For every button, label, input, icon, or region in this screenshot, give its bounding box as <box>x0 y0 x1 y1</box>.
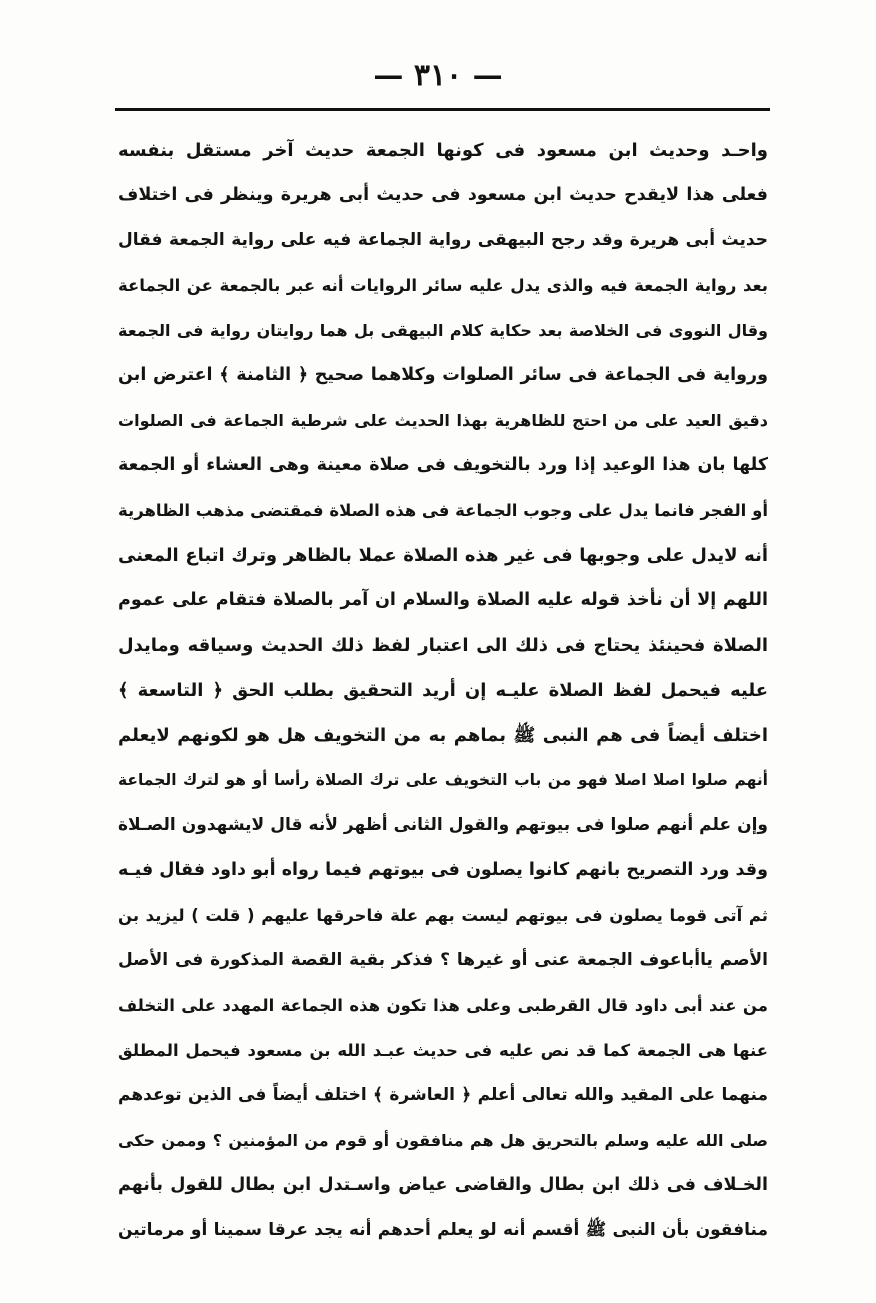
text-line: اختلف أيضاً فى هم النبى ﷺ بماهم به من التخويف هل هو لكونهم لايعلم <box>118 725 768 746</box>
text-line: ثم آتى قوما يصلون فى بيوتهم ليست بهم علة فاحرقها عليهم ( قلت ) ليزيد بن <box>118 906 768 925</box>
text-line: من عند أبى داود قال القرطبى وعلى هذا تكون هذه الجماعة المهدد على التخلف <box>118 996 768 1015</box>
text-line: كلها بان هذا الوعيد إذا ورد بالتخويف فى صلاة معينة وهى العشاء أو الجمعة <box>118 455 768 475</box>
text-line: وإن علم أنهم صلوا فى بيوتهم والقول الثانى أظهر لأنه قال لايشهدون الصـلاة <box>118 815 768 835</box>
text-line: أنهم صلوا اصلا اصلا فهو من باب التخويف على ترك الصلاة رأسا أو هو لترك الجماعة <box>118 771 768 789</box>
header-rule <box>115 108 770 111</box>
text-line: الصلاة فحينئذ يحتاج فى ذلك الى اعتبار لفظ ذلك الحديث وسياقه ومايدل <box>118 635 768 656</box>
text-line: واحـد وحديث ابن مسعود فى كونها الجمعة حديث آخر مستقل بنفسه <box>118 140 768 161</box>
text-line: عنها هى الجمعة كما قد نص عليه فى حديث عبـد الله بن مسعود فيحمل المطلق <box>118 1041 768 1060</box>
page-header <box>0 58 876 93</box>
text-line: حديث أبى هريرة وقد رجح البيهقى رواية الجماعة فيه على رواية الجمعة فقال <box>118 230 768 250</box>
body-text <box>118 128 768 1253</box>
text-line: صلى الله عليه وسلم بالتحريق هل هم منافقون أو قوم من المؤمنين ؟ وممن حكى <box>118 1131 768 1150</box>
text-line: وقد ورد التصريح بانهم كانوا يصلون فى بيوتهم فيما رواه أبو داود فقال فيـه <box>118 860 768 880</box>
text-line: أنه لايدل على وجوبها فى غير هذه الصلاة عملا بالظاهر وترك اتباع المعنى <box>118 545 768 566</box>
text-line: أو الفجر فانما يدل على وجوب الجماعة فى هذه الصلاة فمقتضى مذهب الظاهرية <box>118 501 768 520</box>
text-line: فعلى هذا لايقدح حديث ابن مسعود فى حديث أبى هريرة وينظر فى اختلاف <box>118 185 768 205</box>
text-line: عليه فيحمل لفظ الصلاة عليـه إن أريد التحقيق بطلب الحق ﴿ التاسعة ﴾ <box>118 680 768 701</box>
text-line: منهما على المقيد والله تعالى أعلم ﴿ العاشرة ﴾ اختلف أيضاً فى الذين توعدهم <box>118 1085 768 1105</box>
text-line: اللهم إلا أن نأخذ قوله عليه الصلاة والسلام ان آمر بالصلاة فتقام على عموم <box>118 590 768 610</box>
text-line: ورواية فى الجماعة فى سائر الصلوات وكلاهما صحيح ﴿ الثامنة ﴾ اعترض ابن <box>118 365 768 385</box>
text-line: الخـلاف فى ذلك ابن بطال والقاضى عياض واسـتدل ابن بطال للقول بأنهم <box>118 1175 768 1195</box>
text-line: دقيق العيد على من احتج للظاهرية بهذا الحديث على شرطية الجماعة فى الصلوات <box>118 411 768 430</box>
text-line: الأصم ياأباعوف الجمعة عنى أو غيرها ؟ فذكر بقية القصة المذكورة فى الأصل <box>118 950 768 970</box>
text-line: وقال النووى فى الخلاصة بعد حكاية كلام البيهقى بل هما روايتان رواية فى الجمعة <box>118 321 768 340</box>
text-line: بعد رواية الجمعة فيه والذى يدل عليه سائر الروايات أنه عبر بالجمعة عن الجماعة <box>118 276 768 295</box>
text-line: منافقون بأن النبى ﷺ أقسم أنه لو يعلم أحدهم أنه يجد عرقا سمينا أو مرماتين <box>118 1220 768 1240</box>
page-number: — ٣١٠ — <box>373 58 503 93</box>
